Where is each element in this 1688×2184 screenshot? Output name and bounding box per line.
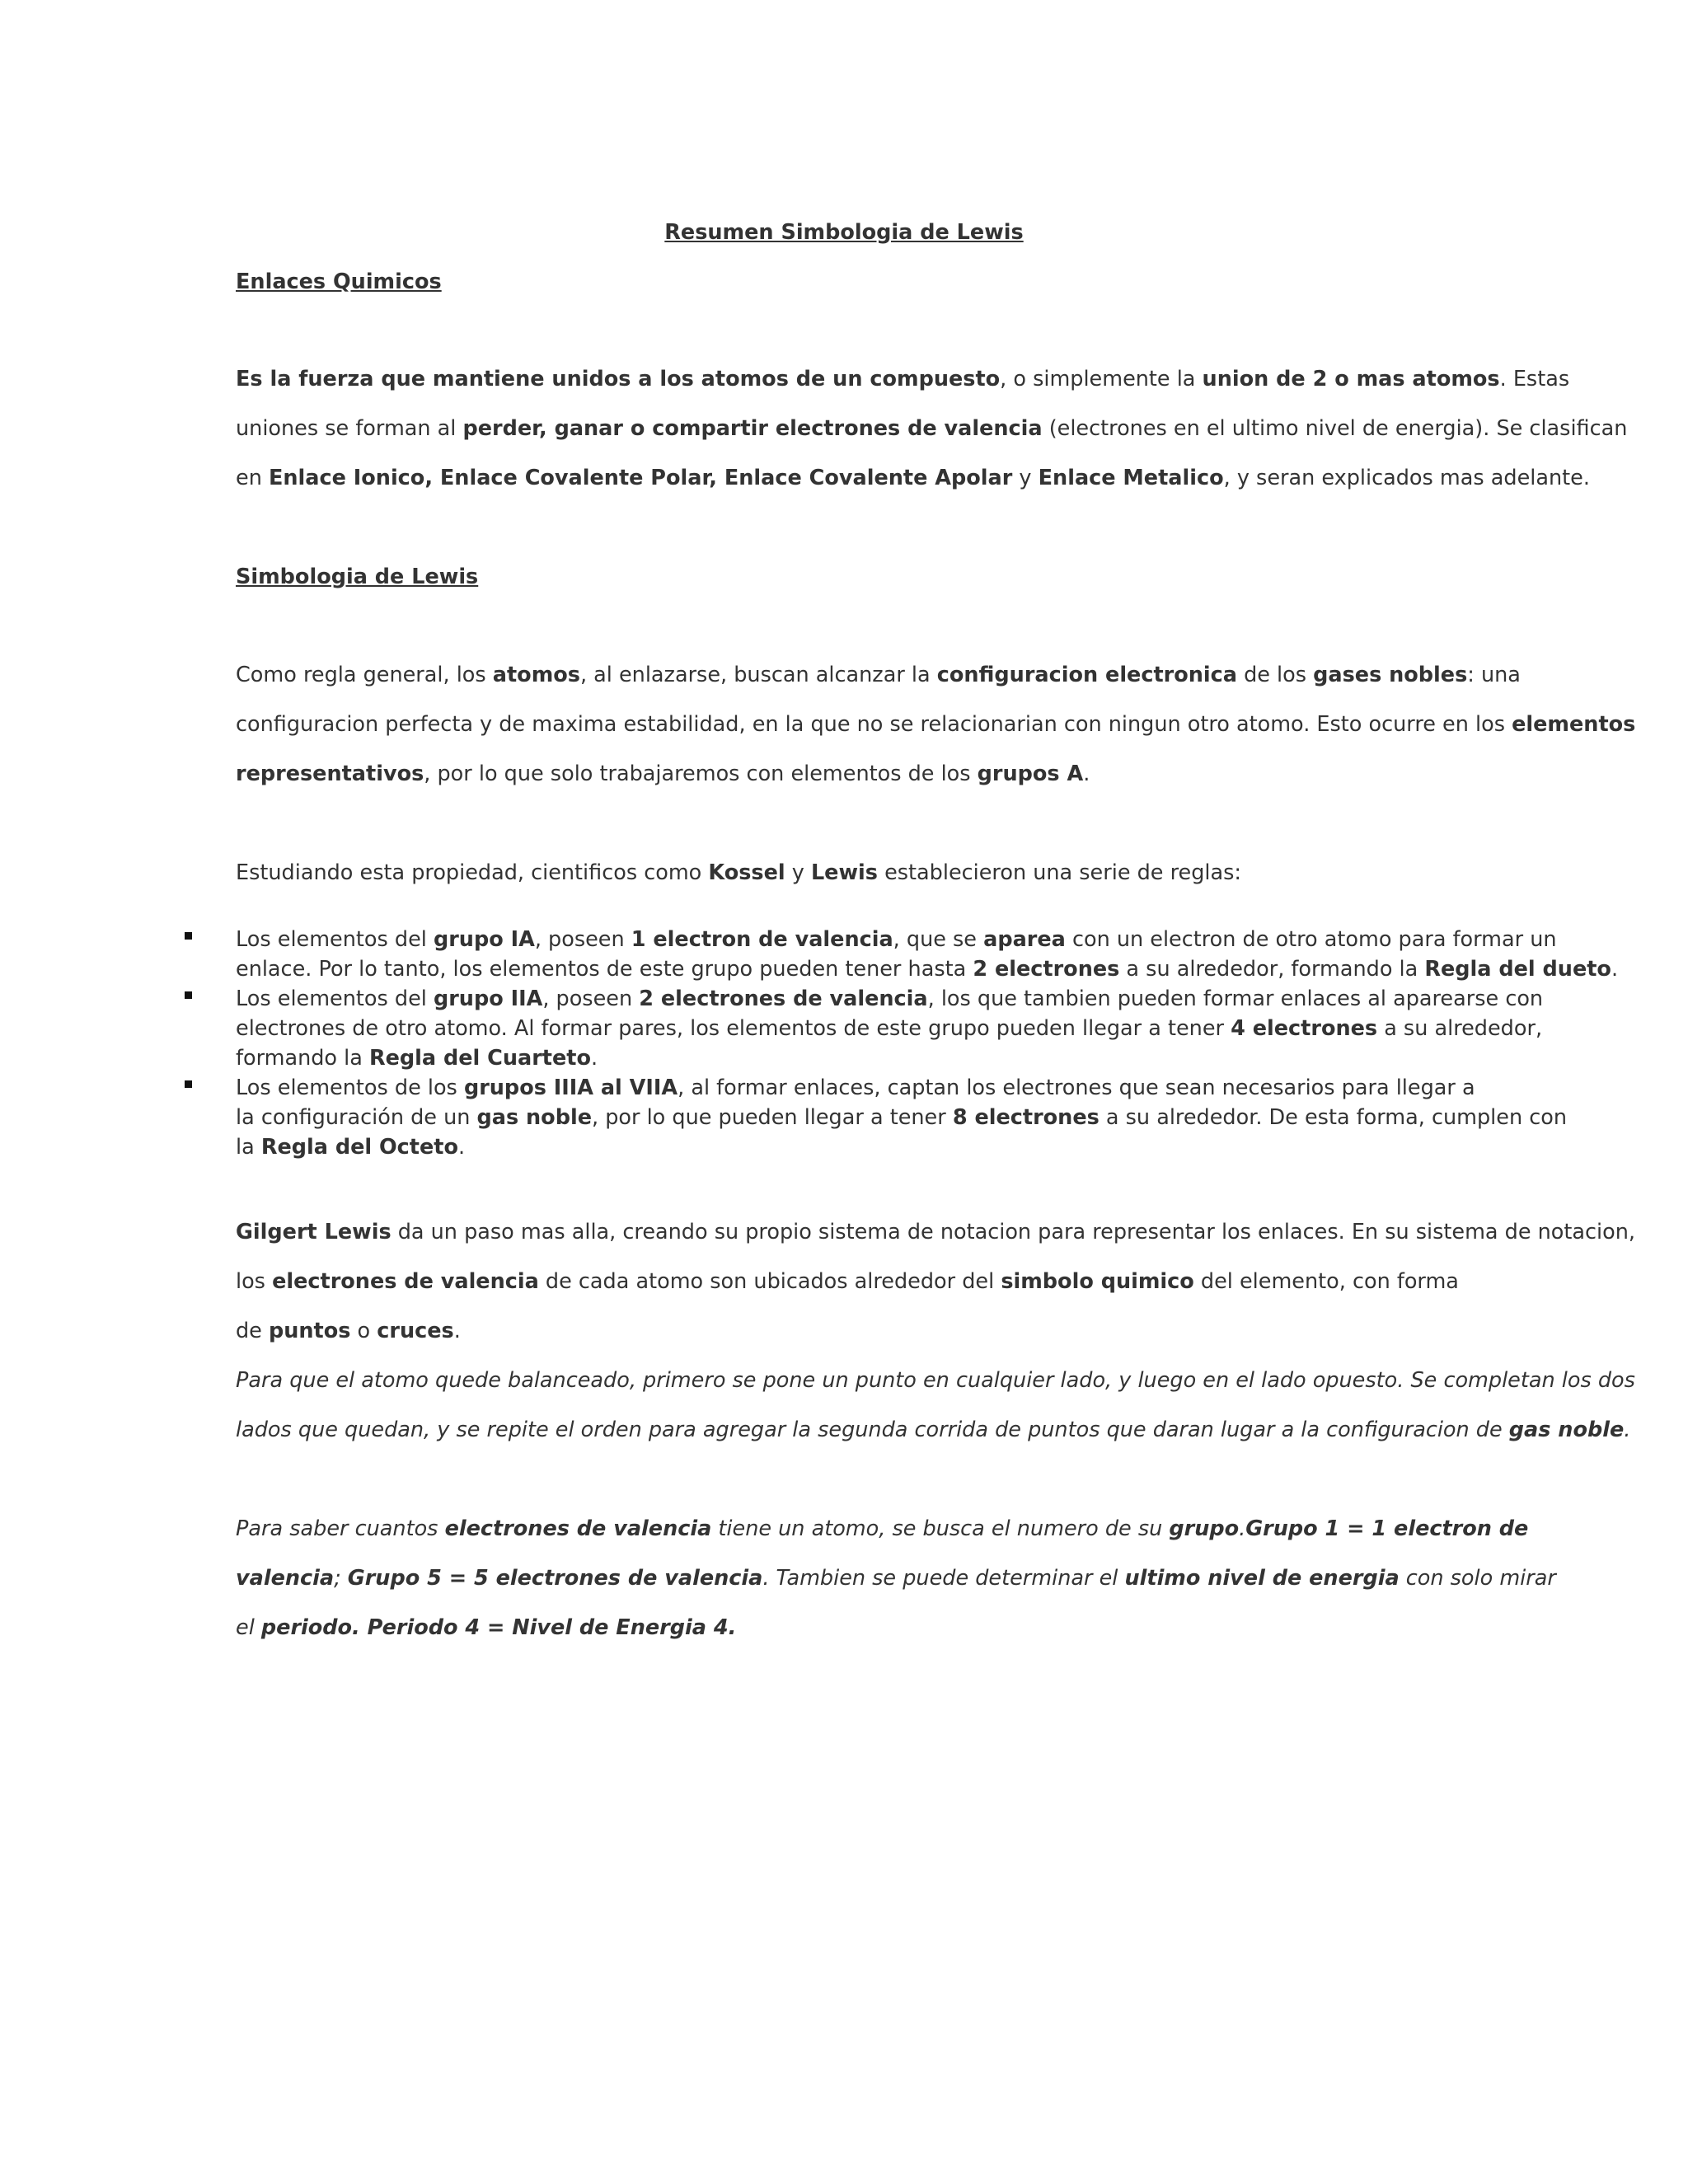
- document-title: Resumen Simbologia de Lewis: [664, 220, 1024, 245]
- list-item-line: [236, 954, 1618, 984]
- bold-text-run: 8 electrones: [952, 1105, 1100, 1130]
- paragraph-line: [236, 1217, 1635, 1247]
- bold-text-run: gas noble: [1508, 1418, 1625, 1442]
- bold-text-run: grupos IIIA al VIIA: [463, 1076, 678, 1100]
- text-run: Como regla general, los: [236, 663, 493, 687]
- text-run: de los: [1236, 663, 1314, 687]
- list-item-line: [236, 1014, 1542, 1043]
- bold-text-run: periodo. Periodo 4 = Nivel de Energia 4.: [260, 1615, 737, 1640]
- bold-text-run: valencia: [236, 1566, 335, 1591]
- paragraph-line: [236, 364, 1569, 394]
- text-run: y: [1012, 466, 1039, 490]
- bullet-square-icon: [185, 1080, 192, 1088]
- italic-paragraph-line: [236, 1613, 736, 1643]
- bold-text-run: Enlace Ionico, Enlace Covalente Polar, Enlace Covalente Apolar: [268, 466, 1013, 490]
- text-run: la configuración de un: [236, 1105, 477, 1130]
- text-run: Estudiando esta propiedad, cientificos como: [236, 860, 709, 885]
- text-run: .: [590, 1046, 598, 1071]
- paragraph-line: [236, 463, 1590, 493]
- bold-text-run: 2 electrones: [973, 957, 1120, 982]
- list-item-line: [236, 925, 1557, 954]
- paragraph-line: [236, 1267, 1459, 1296]
- list-item-line: [236, 1132, 465, 1162]
- text-run: formando la: [236, 1046, 369, 1071]
- bold-text-run: aparea: [983, 927, 1066, 952]
- paragraph-line: [236, 660, 1521, 690]
- text-run: lados que quedan, y se repite el orden para agregar la segunda corrida de puntos que daran lugar a la configuracion de: [236, 1418, 1509, 1442]
- text-run: . Tambien se puede determinar el: [762, 1566, 1125, 1591]
- text-run: y: [785, 860, 811, 885]
- text-run: , y seran explicados mas adelante.: [1223, 466, 1590, 490]
- text-run: , poseen: [542, 987, 640, 1011]
- paragraph-line: [236, 759, 1090, 789]
- text-run: . Estas: [1499, 367, 1570, 391]
- bold-text-run: simbolo quimico: [1001, 1269, 1194, 1294]
- text-run: .: [458, 1135, 466, 1160]
- bold-text-run: Regla del dueto: [1424, 957, 1611, 982]
- text-run: .: [1239, 1516, 1246, 1541]
- text-run: los: [236, 1269, 273, 1294]
- bold-text-run: ultimo nivel de energia: [1124, 1566, 1400, 1591]
- heading-enlaces-quimicos: Enlaces Quimicos: [236, 269, 442, 294]
- text-run: .: [453, 1319, 461, 1343]
- bold-text-run: atomos: [492, 663, 580, 687]
- text-run: , o simplemente la: [1000, 367, 1203, 391]
- text-run: o: [350, 1319, 377, 1343]
- text-run: a su alrededor,: [1377, 1016, 1543, 1041]
- list-item-line: [236, 1073, 1475, 1103]
- text-run: Para que el atomo quede balanceado, primero se pone un punto en cualquier lado, y luego en el lado opuesto. Se completan los dos: [236, 1368, 1635, 1393]
- text-run: , al formar enlaces, captan los electrones que sean necesarios para llegar a: [678, 1076, 1475, 1100]
- bold-text-run: gases nobles: [1313, 663, 1468, 687]
- bold-text-run: grupos A: [977, 762, 1084, 786]
- paragraph-line: [236, 1316, 461, 1346]
- list-item-line: [236, 1103, 1567, 1132]
- bold-text-run: gas noble: [476, 1105, 592, 1130]
- bold-text-run: elementos: [1512, 712, 1636, 737]
- text-run: configuracion perfecta y de maxima estabilidad, en la que no se relacionarian con ningun otro atomo. Esto ocurre en los: [236, 712, 1512, 737]
- bold-text-run: 2 electrones de valencia: [639, 987, 928, 1011]
- bold-text-run: grupo IA: [433, 927, 535, 952]
- text-run: (electrones en el ultimo nivel de energia). Se clasifican: [1042, 416, 1628, 441]
- text-run: .: [1624, 1418, 1631, 1442]
- bold-text-run: union de 2 o mas atomos: [1202, 367, 1500, 391]
- text-run: en: [236, 466, 269, 490]
- bold-text-run: perder, ganar o compartir electrones de valencia: [462, 416, 1043, 441]
- bold-text-run: Grupo 5 = 5 electrones de valencia: [347, 1566, 763, 1591]
- text-run: uniones se forman al: [236, 416, 463, 441]
- text-run: la: [236, 1135, 261, 1160]
- italic-paragraph-line: [236, 1366, 1635, 1395]
- bold-text-run: grupo: [1169, 1516, 1240, 1541]
- text-run: Los elementos del: [236, 987, 434, 1011]
- bold-text-run: Es la fuerza que mantiene unidos a los atomos de un compuesto: [236, 367, 1001, 391]
- italic-paragraph-line: [236, 1563, 1556, 1593]
- bullet-square-icon: [185, 932, 192, 940]
- text-run: electrones de otro atomo. Al formar pares, los elementos de este grupo pueden llegar a tener: [236, 1016, 1231, 1041]
- text-run: Para saber cuantos: [236, 1516, 445, 1541]
- heading-simbologia-de-lewis: Simbologia de Lewis: [236, 565, 479, 589]
- text-run: , por lo que solo trabajaremos con elementos de los: [424, 762, 978, 786]
- bold-text-run: Enlace Metalico: [1038, 466, 1224, 490]
- bold-text-run: Regla del Cuarteto: [368, 1046, 591, 1071]
- text-run: , al enlazarse, buscan alcanzar la: [579, 663, 937, 687]
- bold-text-run: 4 electrones: [1231, 1016, 1378, 1041]
- text-run: , por lo que pueden llegar a tener: [592, 1105, 953, 1130]
- text-run: .: [1611, 957, 1619, 982]
- text-run: , los que tambien pueden formar enlaces al aparearse con: [927, 987, 1544, 1011]
- bold-text-run: Grupo 1 = 1 electron de: [1245, 1516, 1529, 1541]
- bold-text-run: electrones de valencia: [272, 1269, 539, 1294]
- bold-text-run: electrones de valencia: [444, 1516, 712, 1541]
- text-run: tiene un atomo, se busca el numero de su: [711, 1516, 1170, 1541]
- text-run: Los elementos de los: [236, 1076, 464, 1100]
- paragraph-line: [236, 710, 1635, 739]
- bold-text-run: cruces: [377, 1319, 454, 1343]
- list-item-line: [236, 1043, 598, 1073]
- bullet-square-icon: [185, 991, 192, 999]
- bold-text-run: representativos: [236, 762, 424, 786]
- text-run: a su alrededor, formando la: [1119, 957, 1425, 982]
- text-run: establecieron una serie de reglas:: [877, 860, 1241, 885]
- bold-text-run: 1 electron de valencia: [631, 927, 893, 952]
- text-run: de: [236, 1319, 269, 1343]
- text-run: a su alrededor. De esta forma, cumplen con: [1099, 1105, 1568, 1130]
- paragraph-line: [236, 414, 1627, 443]
- text-run: da un paso mas alla, creando su propio sistema de notacion para representar los enlaces. En su sistema de notacion,: [391, 1220, 1636, 1244]
- bold-text-run: Gilgert Lewis: [236, 1220, 392, 1244]
- text-run: Los elementos del: [236, 927, 434, 952]
- text-run: , que se: [893, 927, 984, 952]
- list-item-line: [236, 984, 1543, 1014]
- bold-text-run: Lewis: [810, 860, 878, 885]
- text-run: ;: [334, 1566, 348, 1591]
- bold-text-run: puntos: [268, 1319, 351, 1343]
- text-run: , poseen: [534, 927, 631, 952]
- italic-paragraph-line: [236, 1415, 1630, 1445]
- text-run: : una: [1467, 663, 1521, 687]
- paragraph-line: [236, 858, 1241, 888]
- text-run: enlace. Por lo tanto, los elementos de este grupo pueden tener hasta: [236, 957, 973, 982]
- text-run: .: [1083, 762, 1090, 786]
- text-run: con un electron de otro atomo para formar un: [1065, 927, 1557, 952]
- text-run: del elemento, con forma: [1193, 1269, 1459, 1294]
- text-run: de cada atomo son ubicados alrededor del: [538, 1269, 1001, 1294]
- bold-text-run: configuracion electronica: [936, 663, 1237, 687]
- text-run: el: [236, 1615, 261, 1640]
- italic-paragraph-line: [236, 1514, 1528, 1544]
- bold-text-run: grupo IIA: [433, 987, 543, 1011]
- bold-text-run: Kossel: [708, 860, 785, 885]
- text-run: con solo mirar: [1399, 1566, 1556, 1591]
- bold-text-run: Regla del Octeto: [260, 1135, 458, 1160]
